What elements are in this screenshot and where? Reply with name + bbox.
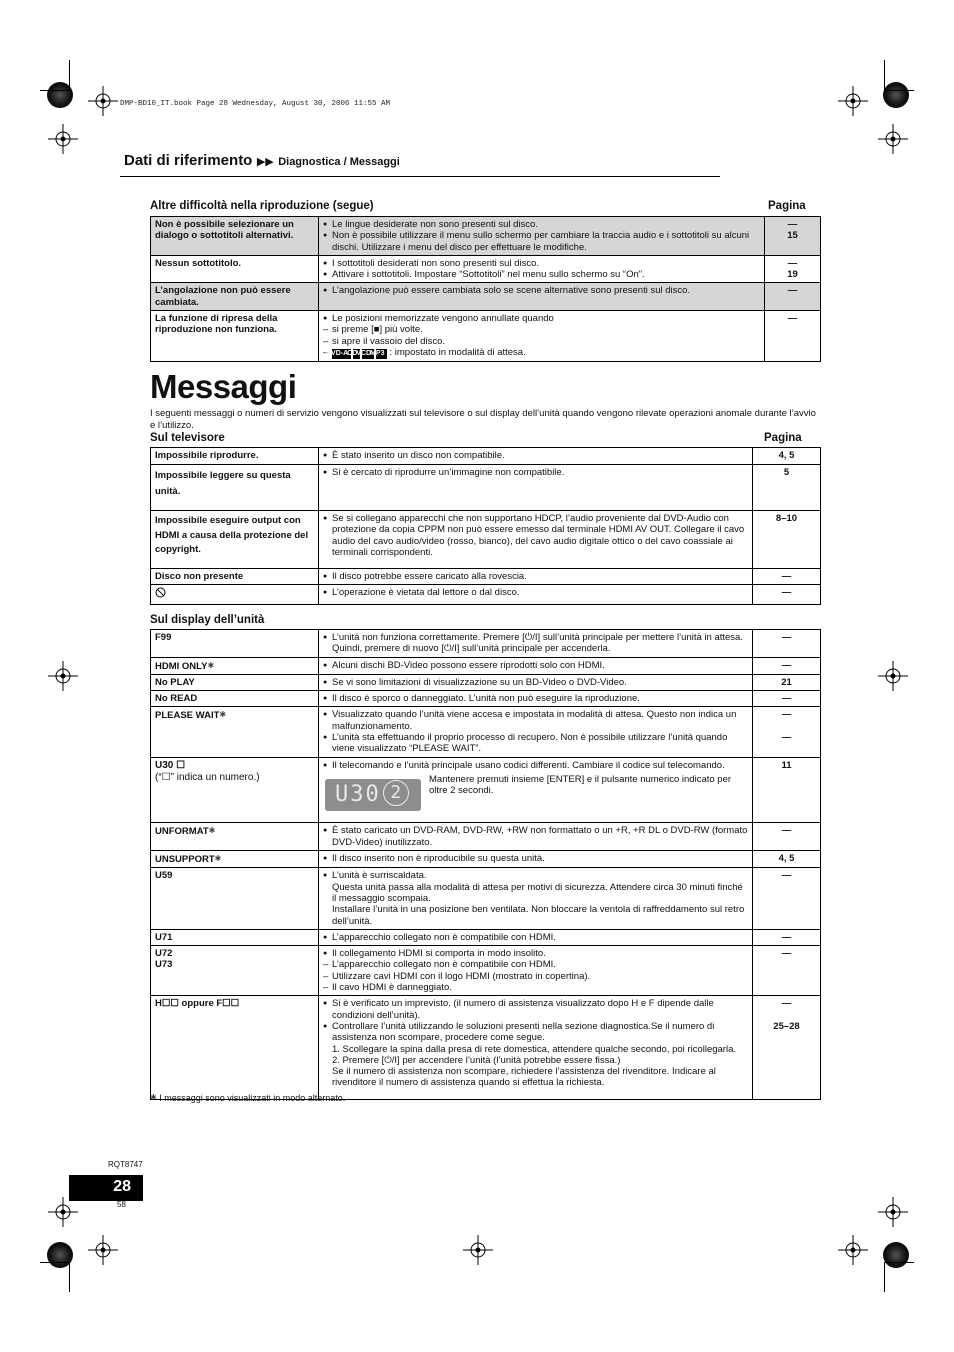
- disc-tag: VCD: [362, 349, 374, 359]
- row-desc: [319, 283, 765, 311]
- table-row: [151, 448, 821, 465]
- row-key: L’angolazione non può essere cambiata.: [151, 283, 319, 311]
- table-row: [151, 465, 821, 511]
- crosshair-icon: [463, 1235, 493, 1265]
- row-key: U71: [151, 929, 319, 945]
- row-desc: ● Se vi sono limitazioni di visualizzazione su un BD-Video o DVD-Video.: [319, 674, 753, 690]
- table-row: [151, 255, 821, 283]
- table-row: [151, 217, 821, 256]
- row-page: — 25–28: [753, 996, 821, 1100]
- row-page: 5: [753, 465, 821, 511]
- page-title: Messaggi: [150, 368, 297, 405]
- row-page: —: [753, 630, 821, 658]
- dash-line: – DVD-ACDVCDMP3 : impostato in modalità di attesa.: [323, 347, 760, 359]
- table-row: [151, 283, 821, 311]
- disc-tag: DVD-A: [332, 349, 351, 359]
- row-key: Impossibile riprodurre.: [151, 448, 319, 465]
- row-key: UNSUPPORT✱: [151, 851, 319, 868]
- row-page: — 19: [765, 255, 821, 283]
- row-page: —: [753, 868, 821, 929]
- row-desc: ● Si è verificato un imprevisto. (il numero di assistenza visualizzato dopo H e F dipende dalle condizioni dell’unità). ● Controllare l’unità utilizzando le soluzioni presenti nella sezione diagnostica.Se il numero di assistenza non scompare, procedere come segue. 1. Scollegare la spina dalla presa di rete domestica, attendere qualche secondo, poi ricollegarla. 2. Premere [⏻/I] per accendere l’unità (l’unità potrebbe essere fissa.) Se il numero di assistenza non scompare, richiedere l’assistenza del rivenditore. Indicare al rivenditore il numero di assistenza quando si effettua la richiesta.: [319, 996, 753, 1100]
- row-key: H☐☐ oppure F☐☐: [151, 996, 319, 1100]
- disc-tag: CD: [353, 349, 360, 359]
- row-desc: ● Il telecomando e l’unità principale usano codici differenti. Cambiare il codice sul telecomando. U30 2 Mantenere premuti insieme [ENTER] e il pulsante numerico indicato per oltre 2 secondi.: [319, 758, 753, 823]
- row-desc: [319, 255, 765, 283]
- trim-line: [40, 90, 70, 91]
- intro-text: I seguenti messaggi o numeri di servizio vengono visualizzati sul televisore o sul display dell’unità quando vengono rilevate operazioni anomale durante l’avvio e l’utilizzo.: [150, 408, 816, 431]
- breadcrumb: [124, 152, 400, 170]
- table-row: [151, 758, 821, 823]
- row-key: Disco non presente: [151, 569, 319, 585]
- table1-page-col: Pagina: [768, 200, 806, 212]
- lcd-display: U30 2: [325, 779, 421, 811]
- row-page: — —: [753, 707, 821, 758]
- row-key: U59: [151, 868, 319, 929]
- row-key: La funzione di ripresa della riproduzione non funziona.: [151, 311, 319, 362]
- row-page: —: [753, 929, 821, 945]
- table2-page-col: Pagina: [764, 432, 802, 444]
- header-divider: [120, 176, 720, 177]
- table-row: [151, 657, 821, 674]
- doc-code: RQT8747: [108, 1160, 143, 1169]
- table-row: [151, 630, 821, 658]
- trim-line: [884, 90, 914, 91]
- registration-circle-bottom-right: [883, 1242, 909, 1268]
- double-arrow-icon: ▶▶: [256, 156, 274, 168]
- row-desc: ● L’apparecchio collegato non è compatibile con HDMI.: [319, 929, 753, 945]
- table-row: [151, 511, 821, 569]
- trim-line: [40, 1262, 70, 1263]
- table-row: [151, 851, 821, 868]
- row-page: 8–10: [753, 511, 821, 569]
- page-number-box: [69, 1175, 143, 1201]
- table1-heading: Altre difficoltà nella riproduzione (segue): [150, 200, 374, 212]
- row-page: —: [753, 946, 821, 996]
- crosshair-icon: [838, 86, 868, 116]
- file-header: DMP-BD10_IT.book Page 28 Wednesday, August 30, 2006 11:55 AM: [120, 100, 391, 108]
- bullet-line: ● Le posizioni memorizzate vengono annullate quando: [323, 313, 760, 324]
- row-page: —: [765, 283, 821, 311]
- row-page: —: [753, 569, 821, 585]
- row-key: U72 U73: [151, 946, 319, 996]
- row-key: F99: [151, 630, 319, 658]
- row-page: —: [753, 585, 821, 604]
- bullet-line: ● L’angolazione può essere cambiata solo se scene alternative sono presenti sul disco.: [323, 285, 760, 296]
- bullet-line: ● I sottotitoli desiderati non sono presenti sul disco.: [323, 258, 760, 269]
- tv-messages-table: [150, 447, 821, 605]
- crosshair-icon: [838, 1235, 868, 1265]
- row-page: —: [765, 311, 821, 362]
- row-key: HDMI ONLY✱: [151, 657, 319, 674]
- crosshair-icon: [878, 124, 908, 154]
- crosshair-icon: [88, 86, 118, 116]
- row-page: 21: [753, 674, 821, 690]
- row-page: —: [753, 657, 821, 674]
- crosshair-icon: [878, 1197, 908, 1227]
- trim-line: [69, 1262, 70, 1292]
- table-row: [151, 946, 821, 996]
- row-key: No READ: [151, 691, 319, 707]
- row-key: U30 ☐ (“☐” indica un numero.): [151, 758, 319, 823]
- registration-circle-top-right: [883, 82, 909, 108]
- row-desc: ● Visualizzato quando l’unità viene accesa e impostata in modalità di attesa. Questo non indica un malfunzionamento. ● L’unità sta effettuando il proprio processo di recupero. Non è possibile utilizzare l’unità quando viene visualizzato “PLEASE WAIT”.: [319, 707, 753, 758]
- trim-line: [884, 60, 885, 90]
- footnote: ✱ I messaggi sono visualizzati in modo alternato.: [150, 1093, 346, 1103]
- page-number: 28: [113, 1178, 131, 1195]
- disc-tag: MP3: [376, 349, 387, 359]
- bullet-line: ● Le lingue desiderate non sono presenti sul disco.: [323, 219, 760, 230]
- row-desc: ● È stato inserito un disco non compatibile.: [319, 448, 753, 465]
- row-desc: [319, 311, 765, 362]
- row-key: [151, 585, 319, 604]
- unit-display-table: [150, 629, 821, 1100]
- crosshair-icon: [878, 661, 908, 691]
- prohibited-icon: [155, 587, 166, 598]
- trim-line: [884, 1262, 914, 1263]
- row-desc: ● È stato caricato un DVD-RAM, DVD-RW, +RW non formattato o un +R, +R DL o DVD-RW (formato DVD-Video) inutilizzato.: [319, 823, 753, 851]
- row-page: 4, 5: [753, 448, 821, 465]
- row-key: Impossibile leggere su questa unità.: [151, 465, 319, 511]
- table-row: [151, 929, 821, 945]
- row-desc: ● Alcuni dischi BD-Video possono essere riprodotti solo con HDMI.: [319, 657, 753, 674]
- table-row: [151, 569, 821, 585]
- table-row: [151, 674, 821, 690]
- breadcrumb-section: Dati di riferimento: [124, 152, 253, 169]
- troubleshoot-table: [150, 216, 821, 362]
- row-desc: ● Il collegamento HDMI si comporta in modo insolito. – L’apparecchio collegato non è compatibile con HDMI. – Utilizzare cavi HDMI con il logo HDMI (mostrato in copertina). – Il cavo HDMI è danneggiato.: [319, 946, 753, 996]
- dash-line: – si preme [■] più volte.: [323, 324, 760, 335]
- u30-note: Mantenere premuti insieme [ENTER] e il pulsante numerico indicato per oltre 2 secondi.: [429, 773, 732, 797]
- row-page: —: [753, 823, 821, 851]
- row-desc: ● Il disco inserito non è riproducibile su questa unità.: [319, 851, 753, 868]
- crosshair-icon: [88, 1235, 118, 1265]
- table3-heading: Sul display dell’unità: [150, 614, 265, 626]
- bullet-line: ● Non è possibile utilizzare il menu sullo schermo per cambiare la traccia audio e i sottotitoli su alcuni dischi. Utilizzare i menu del disco per effettuare le modifiche.: [323, 230, 760, 253]
- row-desc: ● Se si collegano apparecchi che non supportano HDCP, l’audio proveniente dal DVD-Audio con protezione da copia CPPM non può essere emesso dal terminale HDMI AV OUT. Collegare il cavo audio del cavo audio/video (rosso, bianco), del cavo audio digitale ottico o del cavo coassiale ai terminali corrispondenti.: [319, 511, 753, 569]
- row-desc: ● Il disco potrebbe essere caricato alla rovescia.: [319, 569, 753, 585]
- row-desc: [319, 217, 765, 256]
- breadcrumb-sub: Diagnostica / Messaggi: [278, 156, 400, 168]
- row-page: — 15: [765, 217, 821, 256]
- row-page: 4, 5: [753, 851, 821, 868]
- crosshair-icon: [48, 1197, 78, 1227]
- row-desc: ● L’unità non funziona correttamente. Premere [⏻/I] sull’unità principale per mettere l’unità in attesa. Quindi, premere di nuovo [⏻/I] sull’unità principale per accenderla.: [319, 630, 753, 658]
- row-desc: ● Si è cercato di riprodurre un’immagine non compatibile.: [319, 465, 753, 511]
- trim-line: [884, 1262, 885, 1292]
- table-row: [151, 868, 821, 929]
- table-row: [151, 311, 821, 362]
- table2-heading: Sul televisore: [150, 432, 225, 444]
- row-page: —: [753, 691, 821, 707]
- row-desc: ● L’unità è surriscaldata. Questa unità passa alla modalità di attesa per motivi di sicurezza. Attendere circa 30 minuti finché il messaggio scompaia. Installare l’unità in una posizione ben ventilata. Non bloccare la ventola di raffreddamento sul retro dell’unità.: [319, 868, 753, 929]
- row-key: Non è possibile selezionare un dialogo o sottotitoli alternativi.: [151, 217, 319, 256]
- row-key: No PLAY: [151, 674, 319, 690]
- row-page: 11: [753, 758, 821, 823]
- sub-page-number: 58: [117, 1200, 126, 1209]
- table-row: [151, 585, 821, 604]
- row-desc: ● L’operazione è vietata dal lettore o dal disco.: [319, 585, 753, 604]
- crosshair-icon: [48, 661, 78, 691]
- row-key: Nessun sottotitolo.: [151, 255, 319, 283]
- table-row: [151, 707, 821, 758]
- trim-line: [69, 60, 70, 90]
- row-key: UNFORMAT✱: [151, 823, 319, 851]
- table-row: [151, 996, 821, 1100]
- table-row: [151, 823, 821, 851]
- row-desc: ● Il disco è sporco o danneggiato. L’unità non può eseguire la riproduzione.: [319, 691, 753, 707]
- bullet-line: ● Attivare i sottotitoli. Impostare “Sottotitoli” nel menu sullo schermo su “On”.: [323, 269, 760, 280]
- dash-line: – si apre il vassoio del disco.: [323, 336, 760, 347]
- crosshair-icon: [48, 124, 78, 154]
- table-row: [151, 691, 821, 707]
- row-key: Impossibile eseguire output con HDMI a causa della protezione del copyright.: [151, 511, 319, 569]
- row-key: PLEASE WAIT✱: [151, 707, 319, 758]
